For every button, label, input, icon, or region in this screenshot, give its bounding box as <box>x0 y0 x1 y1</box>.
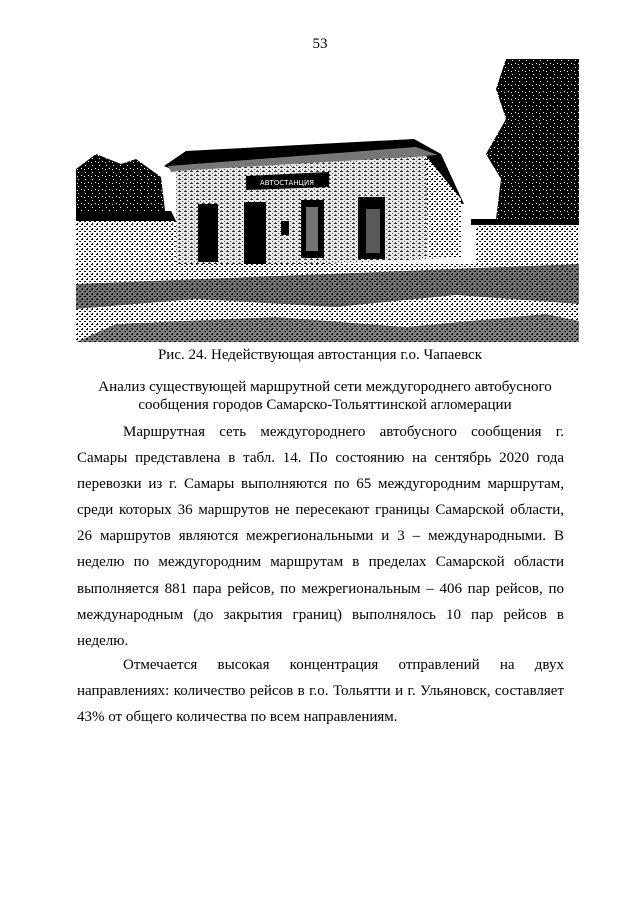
page-number: 53 <box>312 36 328 52</box>
bus-station-photo <box>76 59 579 342</box>
figure-caption: Рис. 24. Недействующая автостанция г.о. Чапаевск <box>157 347 483 363</box>
section-heading-line-2: сообщения городов Самарско-Тольяттинской агломерации <box>138 397 512 413</box>
body-paragraph-1: Маршрутная сеть междугороднего автобусного сообщения г. Самары представлена в табл. 14. По состоянию на сентябрь 2020 года перевозки из г. Самары выполняются по 65 междугородним маршрутам, среди которых 36 маршрутов не пересекают границы Самарской области, 26 маршрутов являются межрегиональными и 3 – международными. В неделю по междугородним маршрутам в пределах Самарской области выполняется 881 пара рейсов, по межрегиональным – 406 пар рейсов, по международным (до закрытия границ) выполнялось 10 пар рейсов в неделю. <box>77 424 564 649</box>
section-heading <box>80 378 570 414</box>
station-sign-text: АВТОСТАНЦИЯ <box>259 179 315 187</box>
section-heading-line-1: Анализ существующей маршрутной сети междугороднего автобусного <box>98 379 552 395</box>
body-paragraph-2: Отмечается высокая концентрация отправлений на двух направлениях: количество рейсов в г.о. Тольятти и г. Ульяновск, составляет 43% от общего количества по всем направлениям. <box>77 657 564 726</box>
